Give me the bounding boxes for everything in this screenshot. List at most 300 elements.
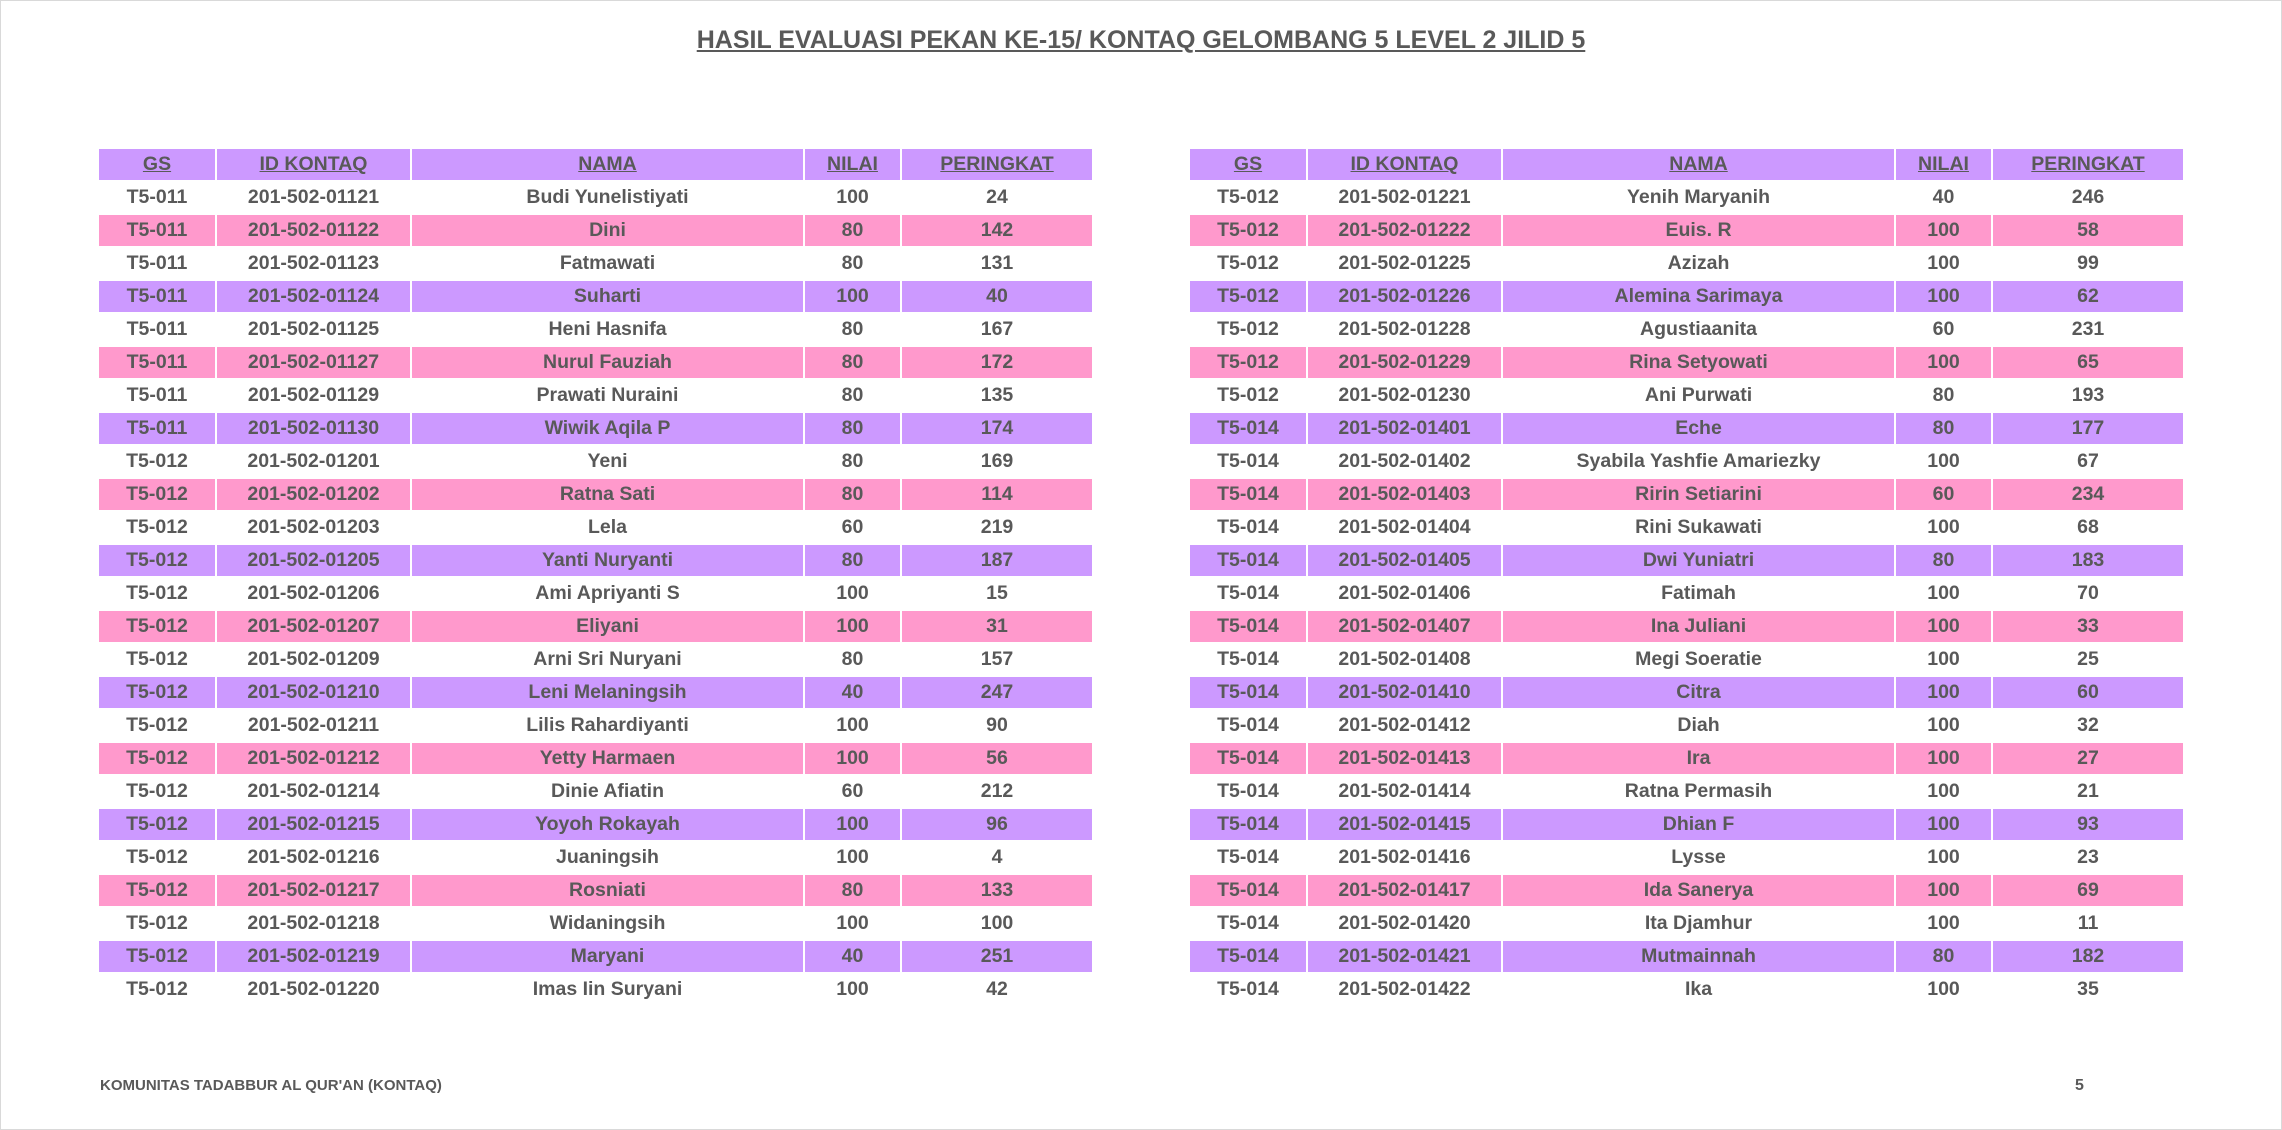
cell-gs: T5-014 (1189, 940, 1307, 973)
cell-id-kontaq: 201-502-01215 (216, 808, 411, 841)
table-row (1189, 478, 2183, 511)
cell-id-kontaq: 201-502-01203 (216, 511, 411, 544)
cell-nama: Megi Soeratie (1502, 643, 1895, 676)
cell-nilai: 100 (804, 907, 901, 940)
cell-nilai: 80 (804, 214, 901, 247)
table-row (1189, 346, 2183, 379)
table-row (98, 709, 1092, 742)
table-row (1189, 247, 2183, 280)
table-row (1189, 610, 2183, 643)
cell-nilai: 40 (804, 940, 901, 973)
cell-id-kontaq: 201-502-01222 (1307, 214, 1502, 247)
table-row (98, 511, 1092, 544)
cell-peringkat: 90 (901, 709, 1092, 742)
cell-peringkat: 4 (901, 841, 1092, 874)
cell-gs: T5-014 (1189, 643, 1307, 676)
cell-id-kontaq: 201-502-01202 (216, 478, 411, 511)
table-row (1189, 841, 2183, 874)
results-table-left (97, 147, 1092, 1005)
cell-peringkat: 246 (1992, 181, 2183, 214)
table-row (1189, 907, 2183, 940)
table-row (1189, 940, 2183, 973)
cell-gs: T5-011 (98, 214, 216, 247)
cell-gs: T5-011 (98, 247, 216, 280)
cell-peringkat: 99 (1992, 247, 2183, 280)
cell-id-kontaq: 201-502-01124 (216, 280, 411, 313)
cell-nama: Citra (1502, 676, 1895, 709)
cell-nilai: 60 (1895, 313, 1992, 346)
cell-id-kontaq: 201-502-01407 (1307, 610, 1502, 643)
cell-gs: T5-012 (98, 445, 216, 478)
cell-nama: Widaningsih (411, 907, 804, 940)
cell-peringkat: 174 (901, 412, 1092, 445)
cell-gs: T5-014 (1189, 577, 1307, 610)
table-row (1189, 412, 2183, 445)
cell-gs: T5-011 (98, 412, 216, 445)
table-row (1189, 544, 2183, 577)
table-row (98, 412, 1092, 445)
cell-peringkat: 247 (901, 676, 1092, 709)
cell-nilai: 80 (804, 643, 901, 676)
cell-peringkat: 183 (1992, 544, 2183, 577)
cell-nama: Prawati Nuraini (411, 379, 804, 412)
cell-nilai: 100 (1895, 907, 1992, 940)
table-header-row (1189, 148, 2183, 181)
cell-nilai: 100 (804, 709, 901, 742)
cell-nilai: 80 (804, 874, 901, 907)
table-row (1189, 511, 2183, 544)
cell-nama: Maryani (411, 940, 804, 973)
cell-gs: T5-012 (1189, 313, 1307, 346)
cell-nilai: 100 (1895, 511, 1992, 544)
cell-gs: T5-014 (1189, 775, 1307, 808)
cell-nilai: 80 (804, 478, 901, 511)
cell-id-kontaq: 201-502-01211 (216, 709, 411, 742)
cell-nilai: 100 (1895, 709, 1992, 742)
cell-gs: T5-012 (1189, 181, 1307, 214)
cell-peringkat: 100 (901, 907, 1092, 940)
cell-nilai: 100 (804, 181, 901, 214)
cell-nilai: 60 (804, 775, 901, 808)
table-row (1189, 181, 2183, 214)
cell-nama: Agustiaanita (1502, 313, 1895, 346)
cell-nama: Syabila Yashfie Amariezky (1502, 445, 1895, 478)
cell-peringkat: 142 (901, 214, 1092, 247)
cell-id-kontaq: 201-502-01403 (1307, 478, 1502, 511)
column-header-nilai: NILAI (804, 148, 901, 181)
cell-gs: T5-012 (98, 478, 216, 511)
table-row (1189, 709, 2183, 742)
cell-gs: T5-014 (1189, 973, 1307, 1005)
cell-id-kontaq: 201-502-01130 (216, 412, 411, 445)
cell-nama: Budi Yunelistiyati (411, 181, 804, 214)
cell-peringkat: 32 (1992, 709, 2183, 742)
cell-nama: Wiwik Aqila P (411, 412, 804, 445)
table-row (1189, 214, 2183, 247)
cell-nilai: 40 (1895, 181, 1992, 214)
cell-nilai: 80 (1895, 544, 1992, 577)
cell-id-kontaq: 201-502-01416 (1307, 841, 1502, 874)
table-row (98, 346, 1092, 379)
cell-peringkat: 219 (901, 511, 1092, 544)
table-row (98, 841, 1092, 874)
cell-nilai: 80 (1895, 412, 1992, 445)
cell-gs: T5-012 (98, 775, 216, 808)
table-row (98, 280, 1092, 313)
cell-peringkat: 24 (901, 181, 1092, 214)
table-row (98, 643, 1092, 676)
cell-gs: T5-011 (98, 379, 216, 412)
cell-nilai: 100 (1895, 775, 1992, 808)
cell-peringkat: 67 (1992, 445, 2183, 478)
cell-peringkat: 193 (1992, 379, 2183, 412)
cell-gs: T5-012 (1189, 379, 1307, 412)
cell-nilai: 100 (1895, 808, 1992, 841)
cell-id-kontaq: 201-502-01209 (216, 643, 411, 676)
table-row (98, 610, 1092, 643)
cell-nama: Rini Sukawati (1502, 511, 1895, 544)
table-row (98, 973, 1092, 1005)
cell-nilai: 60 (804, 511, 901, 544)
cell-nilai: 80 (804, 544, 901, 577)
cell-id-kontaq: 201-502-01221 (1307, 181, 1502, 214)
cell-id-kontaq: 201-502-01121 (216, 181, 411, 214)
cell-nilai: 100 (804, 280, 901, 313)
cell-nilai: 80 (1895, 379, 1992, 412)
cell-nilai: 100 (1895, 346, 1992, 379)
table-row (98, 313, 1092, 346)
table-row (98, 775, 1092, 808)
column-header-nama: NAMA (411, 148, 804, 181)
cell-nilai: 80 (804, 412, 901, 445)
cell-id-kontaq: 201-502-01414 (1307, 775, 1502, 808)
cell-gs: T5-012 (98, 610, 216, 643)
cell-gs: T5-012 (98, 874, 216, 907)
cell-peringkat: 31 (901, 610, 1092, 643)
cell-gs: T5-011 (98, 346, 216, 379)
cell-nilai: 100 (1895, 676, 1992, 709)
cell-gs: T5-014 (1189, 874, 1307, 907)
table-row (1189, 577, 2183, 610)
column-header-gs: GS (1189, 148, 1307, 181)
cell-nilai: 100 (804, 973, 901, 1005)
cell-id-kontaq: 201-502-01219 (216, 940, 411, 973)
cell-id-kontaq: 201-502-01212 (216, 742, 411, 775)
cell-nama: Suharti (411, 280, 804, 313)
cell-nilai: 100 (804, 577, 901, 610)
cell-id-kontaq: 201-502-01218 (216, 907, 411, 940)
table-row (98, 676, 1092, 709)
cell-id-kontaq: 201-502-01206 (216, 577, 411, 610)
cell-gs: T5-012 (98, 643, 216, 676)
cell-gs: T5-011 (98, 181, 216, 214)
table-row (1189, 643, 2183, 676)
cell-nama: Ratna Sati (411, 478, 804, 511)
cell-nilai: 100 (804, 841, 901, 874)
cell-peringkat: 25 (1992, 643, 2183, 676)
cell-nama: Azizah (1502, 247, 1895, 280)
cell-peringkat: 40 (901, 280, 1092, 313)
cell-nama: Ratna Permasih (1502, 775, 1895, 808)
cell-nama: Ira (1502, 742, 1895, 775)
table-row (1189, 280, 2183, 313)
cell-peringkat: 27 (1992, 742, 2183, 775)
cell-gs: T5-012 (1189, 214, 1307, 247)
cell-nama: Yeni (411, 445, 804, 478)
cell-nilai: 60 (1895, 478, 1992, 511)
cell-gs: T5-014 (1189, 709, 1307, 742)
cell-nama: Dinie Afiatin (411, 775, 804, 808)
cell-nilai: 100 (1895, 610, 1992, 643)
table-row (98, 445, 1092, 478)
cell-nama: Leni Melaningsih (411, 676, 804, 709)
cell-peringkat: 231 (1992, 313, 2183, 346)
cell-peringkat: 42 (901, 973, 1092, 1005)
cell-peringkat: 251 (901, 940, 1092, 973)
cell-gs: T5-014 (1189, 907, 1307, 940)
table-row (98, 247, 1092, 280)
cell-peringkat: 21 (1992, 775, 2183, 808)
results-table-right (1188, 147, 2183, 1005)
cell-id-kontaq: 201-502-01220 (216, 973, 411, 1005)
cell-gs: T5-014 (1189, 544, 1307, 577)
cell-peringkat: 56 (901, 742, 1092, 775)
cell-id-kontaq: 201-502-01421 (1307, 940, 1502, 973)
cell-nilai: 100 (1895, 874, 1992, 907)
cell-gs: T5-014 (1189, 610, 1307, 643)
cell-id-kontaq: 201-502-01413 (1307, 742, 1502, 775)
table-row (98, 214, 1092, 247)
cell-nama: Diah (1502, 709, 1895, 742)
cell-nama: Yenih Maryanih (1502, 181, 1895, 214)
cell-id-kontaq: 201-502-01216 (216, 841, 411, 874)
cell-peringkat: 157 (901, 643, 1092, 676)
cell-peringkat: 234 (1992, 478, 2183, 511)
cell-nilai: 100 (804, 742, 901, 775)
cell-peringkat: 172 (901, 346, 1092, 379)
cell-gs: T5-014 (1189, 841, 1307, 874)
table-row (1189, 313, 2183, 346)
table-row (1189, 808, 2183, 841)
cell-nama: Lysse (1502, 841, 1895, 874)
cell-nilai: 100 (1895, 643, 1992, 676)
cell-id-kontaq: 201-502-01420 (1307, 907, 1502, 940)
cell-peringkat: 135 (901, 379, 1092, 412)
cell-gs: T5-012 (98, 973, 216, 1005)
table-row (98, 544, 1092, 577)
cell-id-kontaq: 201-502-01422 (1307, 973, 1502, 1005)
cell-nama: Eliyani (411, 610, 804, 643)
cell-id-kontaq: 201-502-01229 (1307, 346, 1502, 379)
cell-nilai: 40 (804, 676, 901, 709)
cell-peringkat: 96 (901, 808, 1092, 841)
cell-peringkat: 65 (1992, 346, 2183, 379)
cell-peringkat: 69 (1992, 874, 2183, 907)
cell-nama: Ani Purwati (1502, 379, 1895, 412)
cell-nilai: 100 (1895, 577, 1992, 610)
cell-id-kontaq: 201-502-01230 (1307, 379, 1502, 412)
cell-id-kontaq: 201-502-01217 (216, 874, 411, 907)
cell-id-kontaq: 201-502-01410 (1307, 676, 1502, 709)
table-row (98, 808, 1092, 841)
cell-nama: Yetty Harmaen (411, 742, 804, 775)
cell-peringkat: 33 (1992, 610, 2183, 643)
cell-nilai: 100 (804, 610, 901, 643)
cell-nilai: 100 (1895, 247, 1992, 280)
cell-nama: Alemina Sarimaya (1502, 280, 1895, 313)
cell-nama: Arni Sri Nuryani (411, 643, 804, 676)
cell-id-kontaq: 201-502-01406 (1307, 577, 1502, 610)
cell-gs: T5-014 (1189, 412, 1307, 445)
cell-peringkat: 182 (1992, 940, 2183, 973)
column-header-id-kontaq: ID KONTAQ (216, 148, 411, 181)
column-header-gs: GS (98, 148, 216, 181)
cell-nama: Dhian F (1502, 808, 1895, 841)
table-row (98, 379, 1092, 412)
cell-gs: T5-014 (1189, 445, 1307, 478)
cell-nama: Lela (411, 511, 804, 544)
cell-id-kontaq: 201-502-01127 (216, 346, 411, 379)
column-header-peringkat: PERINGKAT (901, 148, 1092, 181)
cell-nilai: 100 (1895, 214, 1992, 247)
cell-gs: T5-014 (1189, 676, 1307, 709)
cell-nama: Euis. R (1502, 214, 1895, 247)
cell-nama: Mutmainnah (1502, 940, 1895, 973)
table-row (98, 874, 1092, 907)
cell-gs: T5-012 (98, 577, 216, 610)
cell-id-kontaq: 201-502-01412 (1307, 709, 1502, 742)
table-row (1189, 874, 2183, 907)
table-row (1189, 379, 2183, 412)
table-row (1189, 973, 2183, 1005)
cell-id-kontaq: 201-502-01210 (216, 676, 411, 709)
cell-nama: Imas Iin Suryani (411, 973, 804, 1005)
cell-gs: T5-012 (98, 841, 216, 874)
cell-nilai: 100 (1895, 742, 1992, 775)
cell-nama: Rosniati (411, 874, 804, 907)
footer-organization: KOMUNITAS TADABBUR AL QUR'AN (KONTAQ) (100, 1077, 442, 1094)
cell-nilai: 80 (804, 313, 901, 346)
cell-id-kontaq: 201-502-01404 (1307, 511, 1502, 544)
cell-nilai: 100 (1895, 280, 1992, 313)
cell-nama: Ita Djamhur (1502, 907, 1895, 940)
column-header-peringkat: PERINGKAT (1992, 148, 2183, 181)
cell-nilai: 100 (1895, 841, 1992, 874)
cell-id-kontaq: 201-502-01122 (216, 214, 411, 247)
footer-page-number: 5 (2075, 1077, 2084, 1094)
cell-id-kontaq: 201-502-01225 (1307, 247, 1502, 280)
cell-nama: Dwi Yuniatri (1502, 544, 1895, 577)
table-row (1189, 445, 2183, 478)
cell-id-kontaq: 201-502-01125 (216, 313, 411, 346)
cell-nilai: 80 (804, 247, 901, 280)
cell-gs: T5-014 (1189, 478, 1307, 511)
cell-nama: Juaningsih (411, 841, 804, 874)
cell-id-kontaq: 201-502-01408 (1307, 643, 1502, 676)
cell-peringkat: 93 (1992, 808, 2183, 841)
cell-gs: T5-012 (98, 709, 216, 742)
cell-id-kontaq: 201-502-01228 (1307, 313, 1502, 346)
table-row (98, 577, 1092, 610)
cell-id-kontaq: 201-502-01226 (1307, 280, 1502, 313)
cell-gs: T5-012 (98, 544, 216, 577)
cell-nama: Lilis Rahardiyanti (411, 709, 804, 742)
cell-peringkat: 212 (901, 775, 1092, 808)
cell-id-kontaq: 201-502-01214 (216, 775, 411, 808)
cell-id-kontaq: 201-502-01402 (1307, 445, 1502, 478)
cell-nama: Heni Hasnifa (411, 313, 804, 346)
table-row (98, 940, 1092, 973)
cell-nama: Fatimah (1502, 577, 1895, 610)
cell-id-kontaq: 201-502-01405 (1307, 544, 1502, 577)
cell-nama: Ida Sanerya (1502, 874, 1895, 907)
cell-id-kontaq: 201-502-01123 (216, 247, 411, 280)
cell-peringkat: 68 (1992, 511, 2183, 544)
cell-id-kontaq: 201-502-01129 (216, 379, 411, 412)
table-row (98, 478, 1092, 511)
cell-gs: T5-012 (98, 511, 216, 544)
cell-nama: Ika (1502, 973, 1895, 1005)
cell-gs: T5-012 (98, 940, 216, 973)
cell-gs: T5-011 (98, 280, 216, 313)
cell-peringkat: 15 (901, 577, 1092, 610)
cell-peringkat: 187 (901, 544, 1092, 577)
cell-nama: Dini (411, 214, 804, 247)
cell-nilai: 100 (1895, 445, 1992, 478)
cell-nilai: 100 (804, 808, 901, 841)
column-header-nama: NAMA (1502, 148, 1895, 181)
cell-gs: T5-012 (1189, 247, 1307, 280)
cell-nama: Ami Apriyanti S (411, 577, 804, 610)
cell-peringkat: 23 (1992, 841, 2183, 874)
cell-gs: T5-014 (1189, 808, 1307, 841)
cell-nama: Yanti Nuryanti (411, 544, 804, 577)
cell-nilai: 80 (804, 379, 901, 412)
cell-peringkat: 62 (1992, 280, 2183, 313)
cell-id-kontaq: 201-502-01415 (1307, 808, 1502, 841)
cell-peringkat: 114 (901, 478, 1092, 511)
cell-peringkat: 133 (901, 874, 1092, 907)
cell-nama: Ririn Setiarini (1502, 478, 1895, 511)
cell-id-kontaq: 201-502-01205 (216, 544, 411, 577)
cell-peringkat: 177 (1992, 412, 2183, 445)
cell-peringkat: 131 (901, 247, 1092, 280)
cell-gs: T5-014 (1189, 742, 1307, 775)
cell-peringkat: 11 (1992, 907, 2183, 940)
page-title: HASIL EVALUASI PEKAN KE-15/ KONTAQ GELOMBANG 5 LEVEL 2 JILID 5 (696, 26, 1586, 54)
cell-id-kontaq: 201-502-01417 (1307, 874, 1502, 907)
cell-gs: T5-014 (1189, 511, 1307, 544)
cell-nama: Fatmawati (411, 247, 804, 280)
cell-nama: Yoyoh Rokayah (411, 808, 804, 841)
cell-peringkat: 167 (901, 313, 1092, 346)
cell-gs: T5-012 (1189, 280, 1307, 313)
cell-peringkat: 60 (1992, 676, 2183, 709)
cell-gs: T5-012 (98, 808, 216, 841)
cell-nama: Eche (1502, 412, 1895, 445)
table-row (98, 742, 1092, 775)
cell-peringkat: 35 (1992, 973, 2183, 1005)
cell-gs: T5-012 (98, 676, 216, 709)
cell-nilai: 100 (1895, 973, 1992, 1005)
table-header-row (98, 148, 1092, 181)
cell-id-kontaq: 201-502-01207 (216, 610, 411, 643)
cell-id-kontaq: 201-502-01401 (1307, 412, 1502, 445)
cell-id-kontaq: 201-502-01201 (216, 445, 411, 478)
cell-peringkat: 70 (1992, 577, 2183, 610)
table-row (1189, 676, 2183, 709)
cell-nama: Ina Juliani (1502, 610, 1895, 643)
